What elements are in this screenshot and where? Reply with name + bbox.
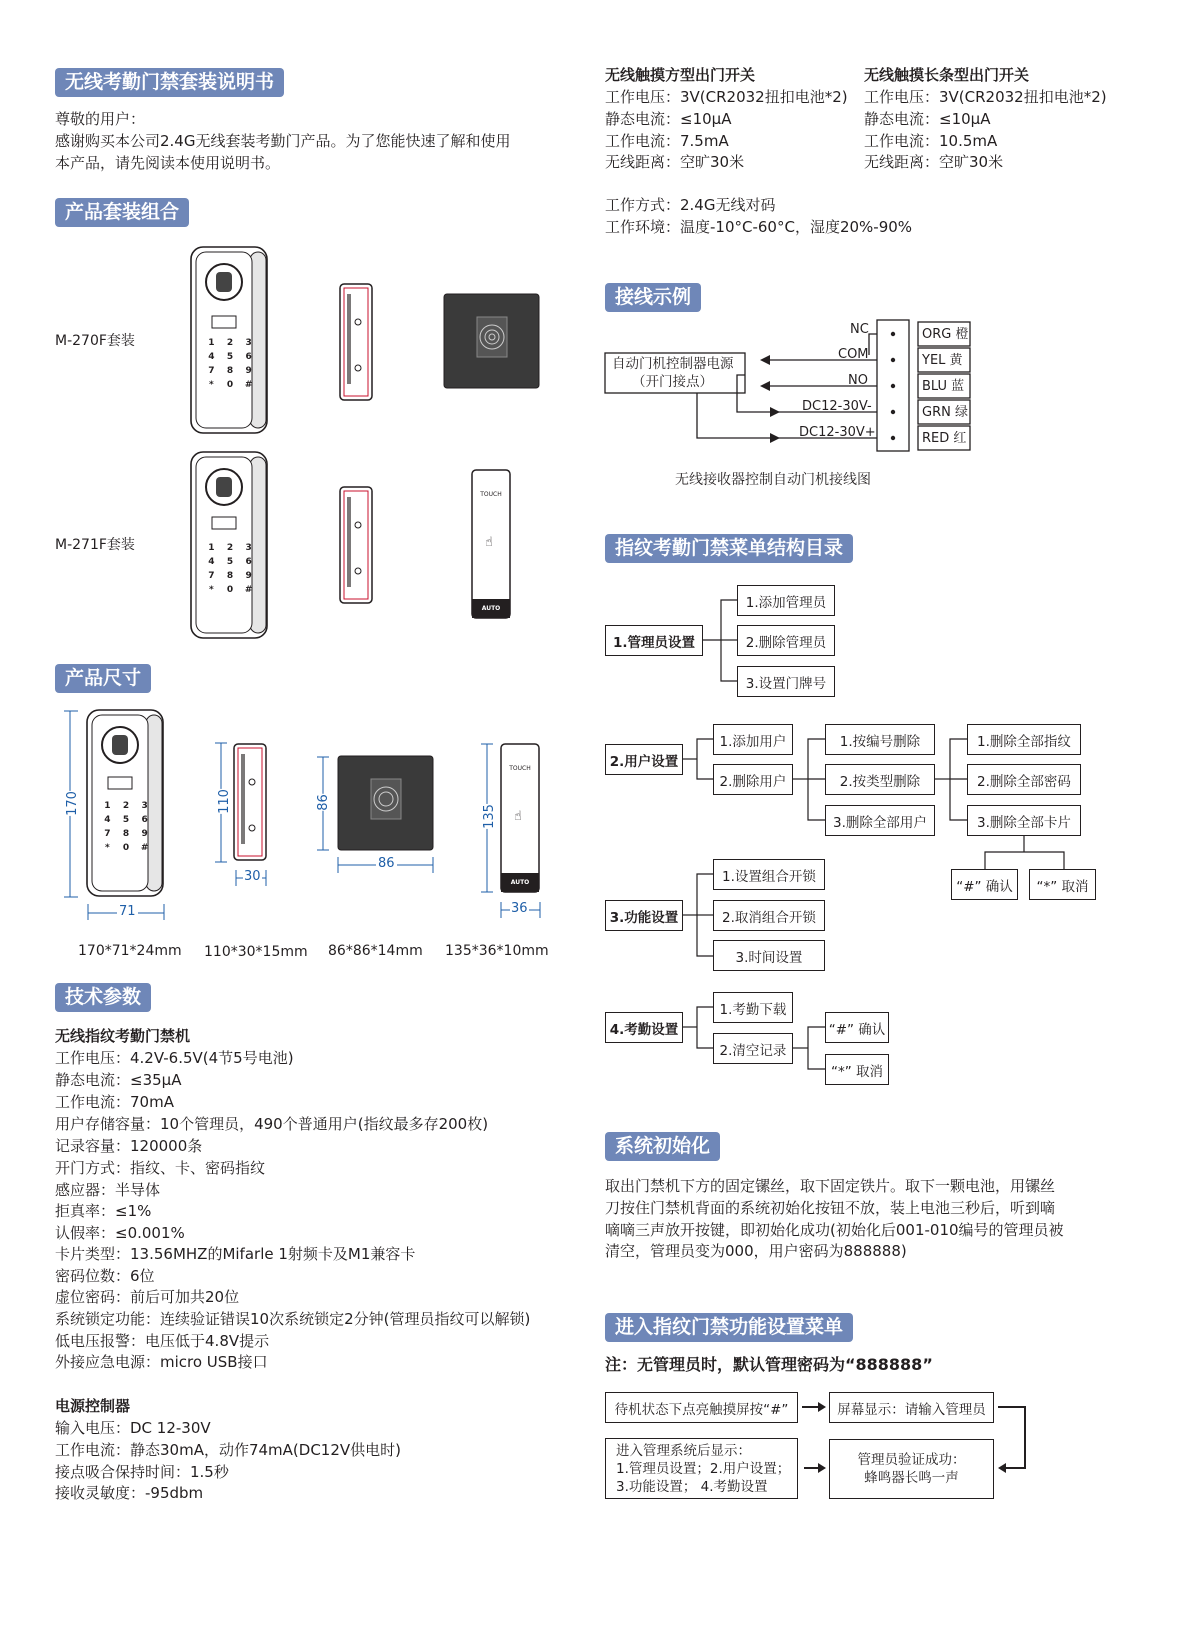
header-product-size: 产品尺寸	[55, 664, 151, 693]
spec-item: 记录容量：120000条	[55, 1137, 203, 1155]
flow-menu-line: 1.管理员设置；2.用户设置；	[616, 1460, 791, 1477]
wire-orange: ORG 橙	[922, 327, 969, 342]
keypad	[202, 338, 258, 390]
spec-item: 低电压报警：电压低于4.8V提示	[55, 1332, 270, 1350]
dim-b-height: 110	[216, 789, 232, 814]
key: *	[104, 843, 110, 853]
pin-nc: NC	[850, 322, 869, 337]
key: 5	[226, 557, 234, 567]
flow-menu-line: 进入管理系统后显示：	[616, 1442, 751, 1459]
header-wiring: 接线示例	[605, 283, 701, 312]
key: 4	[208, 557, 215, 567]
spec-item: 工作电流：70mA	[55, 1093, 174, 1111]
spec-item: 密码位数：6位	[55, 1267, 155, 1285]
menu-cancel-star[interactable]: “*” 取消	[1029, 869, 1096, 900]
menu-attendance-download[interactable]: 1.考勤下载	[713, 992, 793, 1023]
key: #	[244, 380, 253, 390]
long-switch-title: 无线触摸长条型出门开关	[864, 66, 1030, 84]
spec-item: 感应器：半导体	[55, 1181, 161, 1199]
receiver-device-1	[338, 282, 374, 402]
size-label-receiver: 110*30*15mm	[204, 944, 308, 960]
key: 2	[122, 801, 130, 811]
square-spec: 无线距离：空旷30米	[605, 153, 745, 171]
key: 8	[122, 829, 130, 839]
menu-delete-all-users[interactable]: 3.删除全部用户	[825, 805, 935, 836]
key: 8	[226, 571, 234, 581]
menu-add-admin[interactable]: 1.添加管理员	[737, 585, 835, 616]
keypad	[202, 543, 258, 595]
hand-icon: ☝	[485, 535, 493, 550]
work-env: 工作环境：温度-10°C-60°C，湿度20%-90%	[605, 218, 913, 236]
default-password-note: 注：无管理员时，默认管理密码为“888888”	[605, 1355, 933, 1374]
header-enter-menu: 进入指纹门禁功能设置菜单	[605, 1313, 853, 1342]
spec-title: 无线指纹考勤门禁机	[55, 1027, 191, 1045]
pin-dc-minus: DC12-30V-	[802, 399, 872, 414]
power-item: 工作电流：静态30mA，动作74mA(DC12V供电时)	[55, 1441, 401, 1459]
menu-function-settings[interactable]: 3.功能设置	[605, 900, 683, 931]
auto-label: AUTO	[510, 879, 530, 886]
key: #	[140, 843, 149, 853]
touch-label: TOUCH	[480, 491, 502, 498]
long-switch-size-drawing	[500, 743, 540, 893]
dim-a-width: 71	[119, 904, 136, 919]
intro-line-1: 尊敬的用户：	[55, 110, 146, 128]
spec-item: 静态电流：≤35μA	[55, 1071, 182, 1089]
menu-user-settings[interactable]: 2.用户设置	[605, 744, 683, 775]
wiring-caption: 无线接收器控制自动门机接线图	[675, 472, 871, 488]
flow-menu-line: 3.功能设置； 4.考勤设置	[616, 1478, 768, 1495]
header-system-init: 系统初始化	[605, 1132, 720, 1161]
header-manual-title: 无线考勤门禁套装说明书	[55, 68, 284, 97]
wire-red: RED 红	[922, 431, 967, 446]
wire-yellow: YEL 黄	[922, 353, 963, 368]
key: 9	[141, 829, 148, 839]
menu-confirm-hash-2[interactable]: “#” 确认	[825, 1012, 889, 1043]
dim-d-width: 36	[511, 901, 528, 916]
spec-item: 开门方式：指纹、卡、密码指纹	[55, 1159, 266, 1177]
fingerprint-lock-device-1	[190, 246, 270, 436]
dim-d-height: 135	[481, 804, 497, 829]
key: 7	[208, 366, 215, 376]
key: 7	[208, 571, 215, 581]
header-tech-params: 技术参数	[55, 983, 151, 1012]
square-spec: 静态电流：≤10μA	[605, 110, 732, 128]
controller-label-1: 自动门机控制器电源	[612, 356, 734, 372]
wire-green: GRN 绿	[922, 405, 968, 420]
kit-label-271f: M-271F套装	[55, 537, 135, 553]
header-kit-combination: 产品套装组合	[55, 198, 189, 227]
key: 0	[122, 843, 130, 853]
key: 3	[245, 543, 252, 553]
menu-add-user[interactable]: 1.添加用户	[713, 724, 793, 755]
size-label-lock: 170*71*24mm	[78, 943, 182, 959]
key: 0	[226, 585, 234, 595]
key: 6	[245, 352, 252, 362]
long-spec: 工作电压：3V(CR2032扭扣电池*2)	[864, 88, 1107, 106]
key: 4	[208, 352, 215, 362]
key: 6	[245, 557, 252, 567]
key: 6	[141, 815, 148, 825]
receiver-size-drawing	[232, 742, 268, 862]
menu-delete-admin[interactable]: 2.删除管理员	[737, 625, 835, 656]
size-label-square: 86*86*14mm	[328, 943, 423, 959]
spec-item: 认假率：≤0.001%	[55, 1224, 185, 1242]
long-spec: 工作电流：10.5mA	[864, 132, 998, 150]
square-switch-size-drawing	[337, 755, 434, 851]
init-line: 清空，管理员变为000，用户密码为888888)	[605, 1242, 907, 1260]
flow-step-menu-display	[605, 1438, 798, 1499]
key: 1	[208, 543, 215, 553]
dim-a-height: 170	[64, 791, 80, 816]
key: 1	[208, 338, 215, 348]
square-spec: 工作电流：7.5mA	[605, 132, 729, 150]
hand-icon: ☝	[514, 809, 522, 824]
key: 3	[141, 801, 148, 811]
menu-delete-by-number[interactable]: 1.按编号删除	[825, 724, 935, 755]
fingerprint-lock-device-2	[190, 451, 270, 641]
power-title: 电源控制器	[55, 1397, 131, 1415]
power-item: 接点吸合保持时间：1.5秒	[55, 1463, 229, 1481]
wire-blue: BLU 蓝	[922, 379, 965, 394]
menu-confirm-hash[interactable]: “#” 确认	[951, 869, 1018, 900]
square-switch-title: 无线触摸方型出门开关	[605, 66, 756, 84]
power-item: 输入电压：DC 12-30V	[55, 1419, 211, 1437]
long-touch-switch-1	[471, 469, 511, 619]
flow-step-verify-success	[829, 1439, 994, 1499]
key: *	[208, 585, 214, 595]
key: 2	[226, 543, 234, 553]
touch-label: TOUCH	[509, 765, 531, 772]
key: 0	[226, 380, 234, 390]
key: 8	[226, 366, 234, 376]
power-item: 接收灵敏度：-95dbm	[55, 1484, 204, 1502]
key: 4	[104, 815, 111, 825]
header-menu-structure: 指纹考勤门禁菜单结构目录	[605, 534, 853, 563]
long-spec: 无线距离：空旷30米	[864, 153, 1004, 171]
key: 3	[245, 338, 252, 348]
menu-admin-settings[interactable]: 1.管理员设置	[605, 625, 703, 656]
square-touch-switch-1	[443, 293, 540, 389]
key: 5	[226, 352, 234, 362]
menu-delete-all-fingerprints[interactable]: 1.删除全部指纹	[967, 724, 1081, 755]
menu-delete-all-passwords[interactable]: 2.删除全部密码	[967, 764, 1081, 795]
auto-label: AUTO	[481, 605, 501, 612]
dim-b-width: 30	[244, 869, 261, 884]
dim-c-width: 86	[378, 856, 395, 871]
controller-label-2: （开门接点）	[632, 374, 713, 390]
long-spec: 静态电流：≤10μA	[864, 110, 991, 128]
spec-item: 卡片类型：13.56MHZ的Mifarle 1射频卡及M1兼容卡	[55, 1245, 416, 1263]
pin-dc-plus: DC12-30V+	[799, 425, 876, 440]
init-line: 取出门禁机下方的固定镙丝，取下固定铁片。取下一颗电池，用镙丝	[605, 1177, 1056, 1195]
flow-verify-line: 蜂鸣器长鸣一声	[864, 1470, 959, 1486]
menu-set-door-number[interactable]: 3.设置门牌号	[737, 666, 835, 697]
spec-item: 外接应急电源：micro USB接口	[55, 1353, 268, 1371]
menu-clear-records[interactable]: 2.清空记录	[713, 1033, 793, 1064]
spec-item: 用户存储容量：10个管理员，490个普通用户(指纹最多存200枚)	[55, 1115, 489, 1133]
menu-attendance-settings[interactable]: 4.考勤设置	[605, 1012, 683, 1043]
init-line: 嘀嘀三声放开按键，即初始化成功(初始化后001-010编号的管理员被	[605, 1221, 1064, 1239]
keypad	[98, 801, 154, 853]
menu-delete-user[interactable]: 2.删除用户	[713, 764, 793, 795]
pin-com: COM	[838, 347, 869, 362]
receiver-device-2	[338, 485, 374, 605]
key: #	[244, 585, 253, 595]
flow-verify-line: 管理员验证成功：	[857, 1452, 966, 1468]
spec-item: 系统锁定功能：连续验证错误10次系统锁定2分钟(管理员指纹可以解锁)	[55, 1310, 531, 1328]
menu-delete-all-cards[interactable]: 3.删除全部卡片	[967, 805, 1081, 836]
kit-label-270f: M-270F套装	[55, 333, 135, 349]
key: 5	[122, 815, 130, 825]
spec-item: 工作电压：4.2V-6.5V(4节5号电池)	[55, 1049, 294, 1067]
intro-line-3: 本产品，请先阅读本使用说明书。	[55, 154, 281, 172]
key: 7	[104, 829, 111, 839]
size-label-long: 135*36*10mm	[445, 943, 549, 959]
flow-step-enter-admin: 屏幕显示：请输入管理员	[829, 1392, 994, 1423]
key: *	[208, 380, 214, 390]
work-mode: 工作方式：2.4G无线对码	[605, 196, 776, 214]
menu-cancel-combo-unlock[interactable]: 2.取消组合开锁	[713, 900, 825, 931]
flow-step-standby: 待机状态下点亮触摸屏按“#”	[605, 1392, 798, 1423]
dim-c-height: 86	[315, 794, 331, 811]
key: 9	[245, 571, 252, 581]
square-spec: 工作电压：3V(CR2032扭扣电池*2)	[605, 88, 848, 106]
init-line: 刀按住门禁机背面的系统初始化按钮不放，装上电池三秒后，听到嘀	[605, 1199, 1056, 1217]
key: 1	[104, 801, 111, 811]
menu-set-combo-unlock[interactable]: 1.设置组合开锁	[713, 859, 825, 890]
menu-time-settings[interactable]: 3.时间设置	[713, 940, 825, 971]
spec-item: 拒真率：≤1%	[55, 1202, 152, 1220]
lock-size-drawing	[86, 709, 166, 899]
intro-line-2: 感谢购买本公司2.4G无线套装考勤门产品。为了您能快速了解和使用	[55, 132, 511, 150]
key: 2	[226, 338, 234, 348]
menu-delete-by-type[interactable]: 2.按类型删除	[825, 764, 935, 795]
spec-item: 虚位密码：前后可加共20位	[55, 1288, 240, 1306]
pin-no: NO	[848, 373, 868, 388]
key: 9	[245, 366, 252, 376]
menu-cancel-star-2[interactable]: “*” 取消	[825, 1054, 889, 1085]
